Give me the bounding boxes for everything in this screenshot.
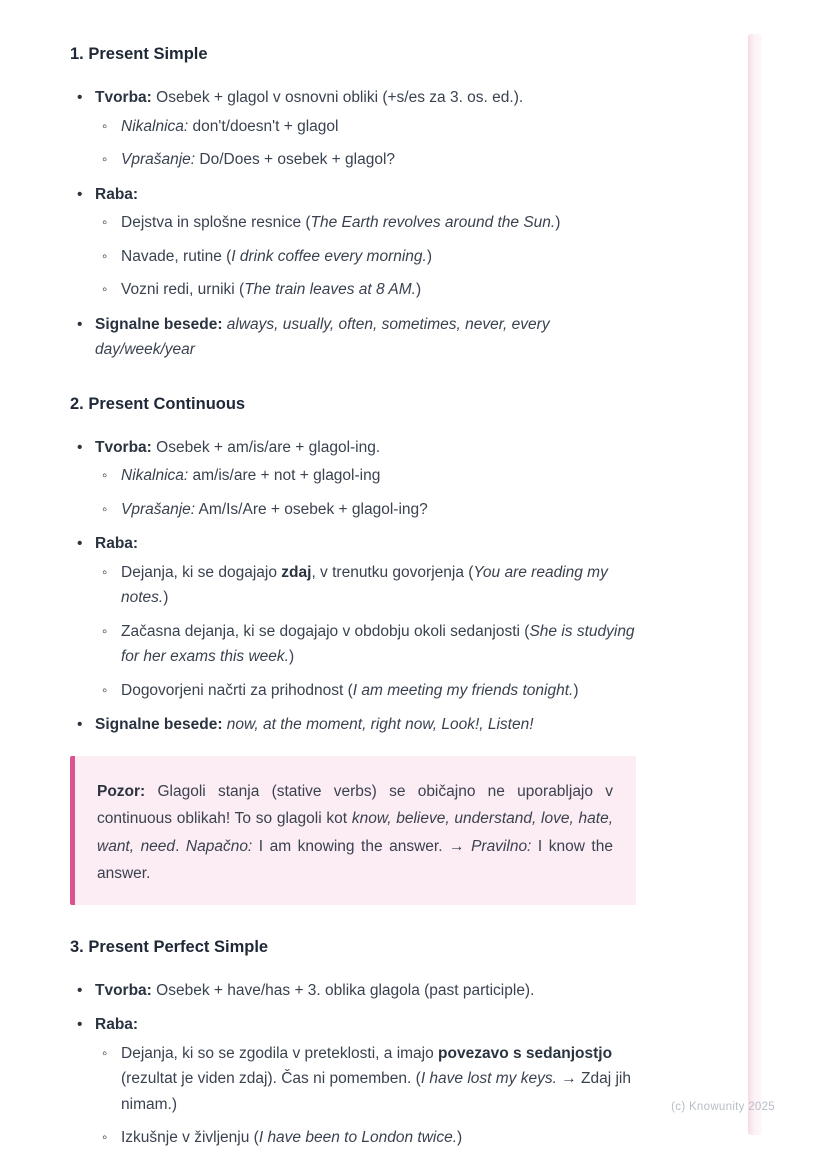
section-heading: 2. Present Continuous <box>70 394 246 413</box>
section-present-perfect-simple <box>70 937 636 1151</box>
warning-callout-text: Pozor: Glagoli stanja (stative verbs) se običajno ne uporabljajo v continuous oblikah! To so glagoli kot know, believe, understand, love, hate, want, need. Napačno: I am knowing the answer. → Pravilno: I know the answer. <box>97 782 614 882</box>
document-page <box>70 0 636 1160</box>
list-item-text: Signalne besede: always, usually, often, sometimes, never, every day/week/year <box>95 315 550 358</box>
list-item-text: Tvorba: Osebek + have/has + 3. oblika glagola (past participle). <box>95 981 535 999</box>
watermark-credit: (c) Knowunity 2025 <box>671 1101 775 1113</box>
sub-bullet-list <box>95 560 636 704</box>
sub-list-item: ◦ Navade, rutine (I drink coffee every morning.) <box>95 244 636 270</box>
page-edge-stripe <box>748 34 762 1135</box>
list-item-raba <box>70 1012 636 1151</box>
sub-list-item: ◦ Dejanja, ki so se zgodila v preteklosti, a imajo povezavo s sedanjostjo (rezultat je viden zdaj). Čas ni pomemben. (I have lost my keys. → Zdaj jih nimam.) <box>95 1041 636 1118</box>
list-item-tvorba <box>70 85 636 173</box>
section-present-simple <box>70 44 636 363</box>
sub-list-item: ◦ Dejstva in splošne resnice (The Earth revolves around the Sun.) <box>95 210 636 236</box>
list-item-signalne-besede <box>70 312 636 363</box>
list-item-raba <box>70 531 636 703</box>
sub-bullet-list <box>95 463 636 522</box>
sub-list-item: ◦ Vprašanje: Am/Is/Are + osebek + glagol-ing? <box>95 497 636 523</box>
list-item-raba <box>70 182 636 303</box>
list-item-text: Raba: <box>95 185 139 203</box>
list-item-text: Tvorba: Osebek + am/is/are + glagol-ing. <box>95 438 381 456</box>
sub-list-item: ◦ Dogovorjeni načrti za prihodnost (I am meeting my friends tonight.) <box>95 678 636 704</box>
sub-list-item: ◦ Dejanja, ki se dogajajo zdaj, v trenutku govorjenja (You are reading my notes.) <box>95 560 636 611</box>
list-item-tvorba <box>70 978 636 1004</box>
sub-bullet-list <box>95 1041 636 1151</box>
bullet-list <box>70 85 636 363</box>
sub-bullet-list <box>95 114 636 173</box>
sub-list-item: ◦ Vprašanje: Do/Does + osebek + glagol? <box>95 147 636 173</box>
sub-list-item: ◦ Nikalnica: don't/doesn't + glagol <box>95 114 636 140</box>
warning-callout <box>70 756 636 905</box>
sub-list-item: ◦ Začasna dejanja, ki se dogajajo v obdobju okoli sedanjosti (She is studying for her exams this week.) <box>95 619 636 670</box>
section-heading: 1. Present Simple <box>70 45 208 63</box>
sub-list-item: ◦ Nikalnica: am/is/are + not + glagol-ing <box>95 463 636 489</box>
list-item-text: Signalne besede: now, at the moment, right now, Look!, Listen! <box>95 716 534 733</box>
list-item-signalne-besede <box>70 712 636 738</box>
sub-list-item: ◦ Vozni redi, urniki (The train leaves at 8 AM.) <box>95 277 636 303</box>
section-present-continuous <box>70 394 636 905</box>
list-item-text: Tvorba: Osebek + glagol v osnovni obliki (+s/es za 3. os. ed.). <box>95 89 524 106</box>
list-item-text: Raba: <box>95 1016 139 1033</box>
sub-list-item: ◦ Izkušnje v življenju (I have been to London twice.) <box>95 1125 636 1151</box>
list-item-text: Raba: <box>95 535 139 552</box>
bullet-list <box>70 435 636 738</box>
section-heading: 3. Present Perfect Simple <box>70 937 269 956</box>
sub-bullet-list <box>95 210 636 303</box>
bullet-list <box>70 978 636 1151</box>
list-item-tvorba <box>70 435 636 523</box>
